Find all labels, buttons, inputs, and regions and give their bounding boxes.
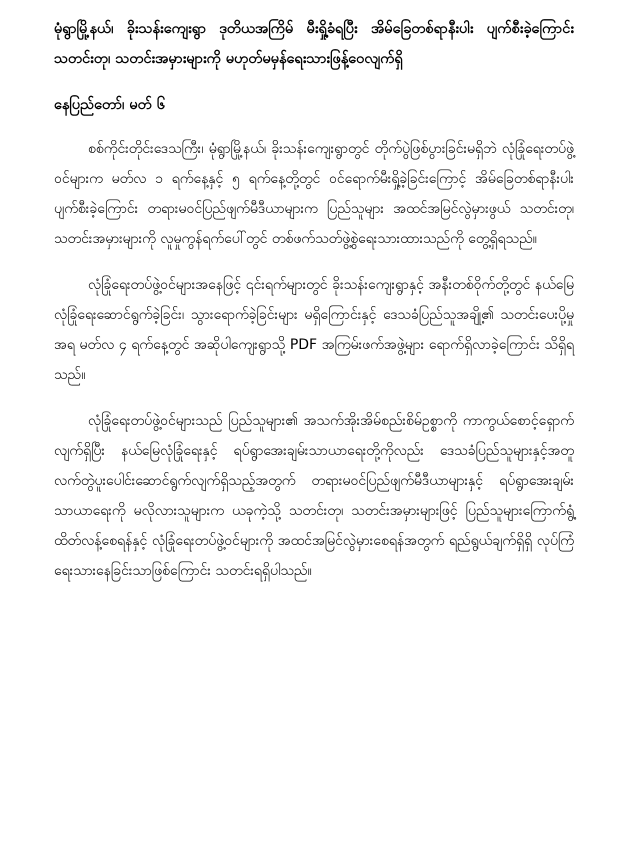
article-paragraph-3: လုံခြုံရေးတပ်ဖွဲ့ဝင်များသည် ပြည်သူများ၏ အသက်အိုးအိမ်စည်းစိမ်ဥစ္စာကို ကာကွယ်စောင့်ရှောက်လျက်ရှိပြီး နယ်မြေလုံခြုံရေးနှင့် ရပ်ရွာအေးချမ်းသာယာရေးတို့ကိုလည်း ဒေသခံပြည်သူများနှင့်အတူ လက်တွဲပူးပေါင်းဆောင်ရွက်လျက်ရှိသည့်အတွက် တရားမဝင်ပြည်ဖျက်မီဒီယာများနှင့် ရပ်ရွာအေးချမ်းသာယာရေးကို မလိုလားသူများက ယခုကဲ့သို့ သတင်းတု၊ သတင်းအမှားများဖြင့် ပြည်သူများကြောက်ရွံ့ထိတ်လန့်စေရန်နှင့် လုံခြုံရေးတပ်ဖွဲ့ဝင်များကို အထင်အမြင်လွဲမှားစေရန်အတွက် ရည်ရွယ်ချက်ရှိရှိ လုပ်ကြံရေးသားနေခြင်းသာဖြစ်ကြောင်း သတင်းရရှိပါသည်။ bbox=[54, 413, 574, 579]
article-headline: မုံရွာမြို့နယ်၊ ခိုးသန်းကျေးရွာ ဒုတိယအကြိမ် မီးရှို့ခံရပြီး အိမ်ခြေတစ်ရာနီးပါး ပျက်စီးခဲ့ကြောင်း သတင်းတု၊ သတင်းအမှားများကို မဟုတ်မမှန်ရေးသားဖြန့်ဝေလျက်ရှိ bbox=[54, 21, 574, 67]
article-paragraph-2: လုံခြုံရေးတပ်ဖွဲ့ဝင်များအနေဖြင့် ၎င်းရက်များတွင် ခိုးသန်းကျေးရွာနှင့် အနီးတစ်ဝိုက်တို့တွင် နယ်မြေလုံခြုံရေးဆောင်ရွက်ခဲ့ခြင်း၊ သွားရောက်ခဲ့ခြင်းများ မရှိကြောင်းနှင့် ဒေသခံပြည်သူအချို့၏ သတင်းပေးပို့မှုအရ မတ်လ ၄ ရက်နေ့တွင် အဆိုပါကျေးရွာသို့ PDF အကြမ်းဖက်အဖွဲ့များ ရောက်ရှိလာခဲ့ကြောင်း သိရှိရသည်။ bbox=[54, 277, 574, 383]
article-dateline: နေပြည်တော်၊ မတ် ၆ bbox=[54, 97, 166, 113]
document-page bbox=[54, 14, 574, 602]
article-paragraph-1: စစ်ကိုင်းတိုင်းဒေသကြီး၊ မုံရွာမြို့နယ်၊ ခိုးသန်းကျေးရွာတွင် တိုက်ပွဲဖြစ်ပွားခြင်းမရှိဘဲ လုံခြုံရေးတပ်ဖွဲ့ဝင်များက မတ်လ ၁ ရက်နေ့နှင့် ၅ ရက်နေ့တို့တွင် ဝင်ရောက်မီးရှို့ခဲ့ခြင်းကြောင့် အိမ်ခြေတစ်ရာနီးပါးပျက်စီးခဲ့ကြောင်း တရားမဝင်ပြည်ဖျက်မီဒီယာများက ပြည်သူများ အထင်အမြင်လွဲမှားဖွယ် သတင်းတု၊ သတင်းအမှားများကို လူမှုကွန်ရက်ပေါ်တွင် တစ်ဖက်သတ်ဖွဲ့စွဲရေးသားထားသည်ကို တွေ့ရှိရသည်။ bbox=[54, 141, 574, 247]
